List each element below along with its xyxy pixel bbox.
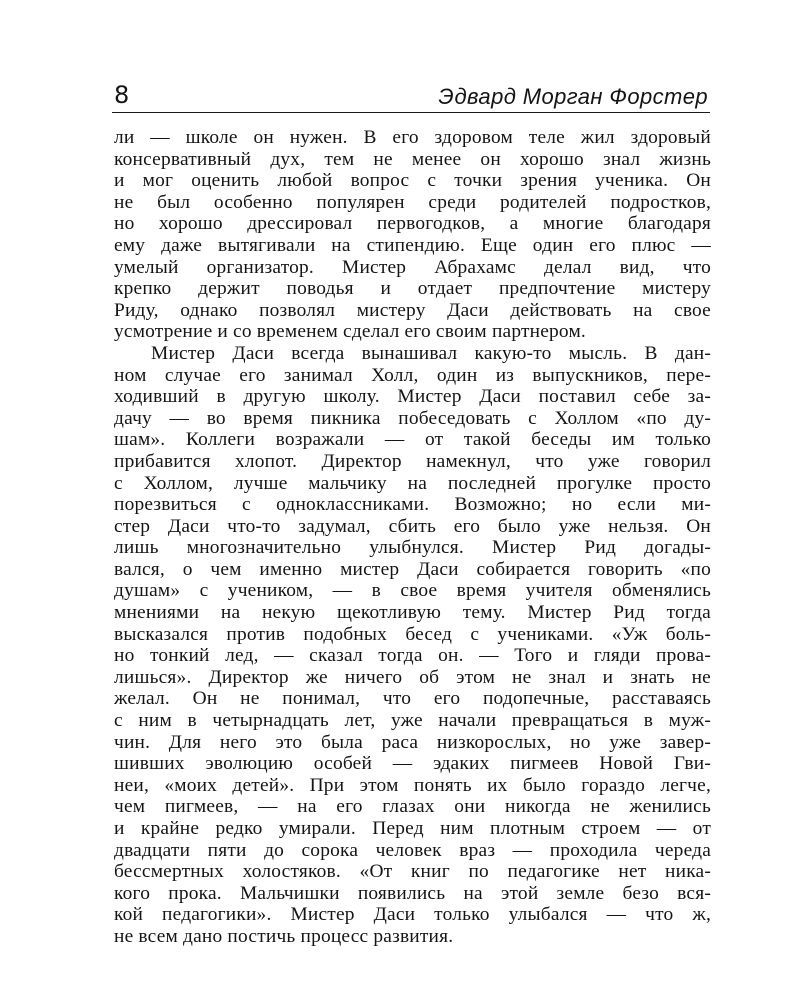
text-line: Мистер Даси всегда вынашивал какую-то мысль. В дан- — [151, 342, 711, 364]
body-text — [114, 127, 711, 948]
paragraph — [114, 343, 711, 948]
text-line: желал. Он не понимал, что его подопечные, расставаясь — [114, 688, 711, 710]
text-line: высказался против подобных бесед с учениками. «Уж боль- — [114, 623, 711, 645]
text-line: чин. Для него это была раса низкорослых, но уже завер- — [114, 731, 711, 753]
paragraph — [114, 127, 711, 343]
text-line: неи, «моих детей». При этом понять их было гораздо легче, — [114, 774, 711, 796]
text-line: бессмертных холостяков. «От книг по педагогике нет ника- — [114, 861, 711, 883]
text-line: и крайне редко умирали. Перед ним плотным строем — от — [114, 818, 711, 839]
text-line: прибавится хлопот. Директор намекнул, что уже говорил — [114, 450, 711, 472]
text-line: с ним в четырнадцать лет, уже начали превращаться в муж- — [114, 710, 711, 732]
text-line: кой педагогики». Мистер Даси только улыбался — что ж, — [114, 904, 711, 926]
text-line: стер Даси что-то задумал, сбить его было уже нельзя. Он — [114, 515, 711, 537]
text-line: ему даже вытягивали на стипендию. Еще один его плюс — — [114, 234, 711, 256]
text-line: душам» с учеником, — в свое время учителя обменялись — [114, 580, 711, 602]
text-line: вался, о чем именно мистер Даси собирается говорить «по — [114, 558, 711, 580]
text-line: ли — школе он нужен. В его здоровом теле жил здоровый — [114, 127, 711, 148]
text-line: с Холлом, лучше мальчику на последней прогулке просто — [114, 472, 711, 494]
text-line: не всем дано постичь процесс развития. — [114, 925, 454, 947]
text-line: усмотрение и со временем сделал его своим партнером. — [114, 321, 586, 343]
text-line: лишь многозначительно улыбнулся. Мистер Рид догады- — [114, 537, 711, 559]
text-line: но хорошо дрессировал первогодков, а многие благодаря — [114, 213, 711, 235]
text-line: лишься». Директор же ничего об этом не знал и знать не — [114, 666, 711, 688]
text-line: не был особенно популярен среди родителей подростков, — [114, 191, 711, 213]
text-line: консервативный дух, тем не менее он хорошо знал жизнь — [114, 148, 711, 170]
text-line: чем пигмеев, — на его глазах они никогда не женились — [114, 796, 711, 818]
text-line: кого прока. Мальчишки появились на этой земле безо вся- — [114, 882, 711, 904]
text-line: ном случае его занимал Холл, один из выпускников, пере- — [114, 364, 711, 386]
text-line: Риду, однако позволял мистеру Даси действовать на свое — [114, 299, 711, 321]
text-line: дачу — во время пикника побеседовать с Холлом «по ду- — [114, 407, 711, 429]
text-line: но тонкий лед, — сказал тогда он. — Того и гляди прова- — [114, 645, 711, 667]
text-line: мнениями на некую щекотливую тему. Мистер Рид тогда — [114, 602, 711, 624]
text-line: порезвиться с одноклассниками. Возможно; но если ми- — [114, 494, 711, 516]
page-header — [112, 80, 710, 113]
text-line: шивших эволюцию особей — эдаких пигмеев Новой Гви- — [114, 753, 711, 775]
text-line: крепко держит поводья и отдает предпочтение мистеру — [114, 278, 711, 300]
page-number: 8 — [114, 81, 130, 109]
text-line: ходивший в другую школу. Мистер Даси поставил себе за- — [114, 386, 711, 408]
text-line: и мог оценить любой вопрос с точки зрения ученика. Он — [114, 170, 711, 192]
text-line: шам». Коллеги возражали — от такой беседы им только — [114, 429, 711, 451]
text-line: двадцати пяти до сорока человек враз — проходила череда — [114, 839, 711, 861]
text-line: умелый организатор. Мистер Абрахамс делал вид, что — [114, 256, 711, 278]
running-head: Эдвард Морган Форстер — [438, 84, 708, 109]
